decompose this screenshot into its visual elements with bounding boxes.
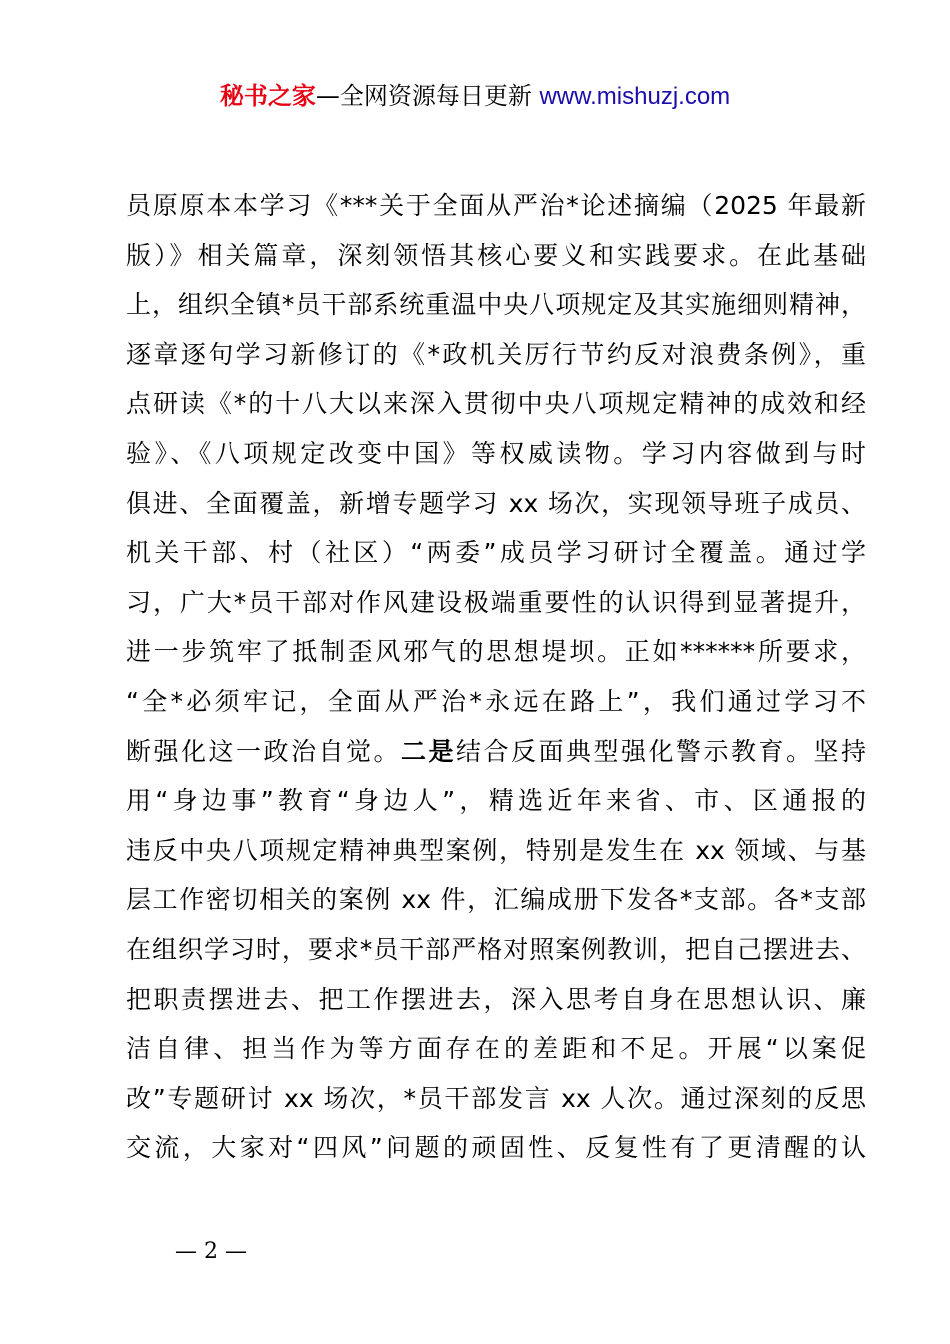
body-text-segment: 结合反面典型强化警示教育。坚持 [455,736,866,766]
body-line: 用“身边事”教育“身边人”，精选近年来省、市、区通报的 [126,786,866,816]
body-line: 验》、《八项规定改变中国》等权威读物。学习内容做到与时 [126,438,866,468]
body-line: 违反中央八项规定精神典型案例，特别是发生在 xx 领域、与基 [126,835,866,865]
body-line-with-emphasis [126,727,866,777]
body-line: 洁自律、担当作为等方面存在的差距和不足。开展“以案促 [126,1034,866,1064]
body-line: 俱进、全面覆盖，新增专题学习 xx 场次，实现领导班子成员、 [126,488,866,518]
body-line: 层工作密切相关的案例 xx 件，汇编成册下发各*支部。各*支部 [126,885,866,915]
body-line: 在组织学习时，要求*员干部严格对照案例教训，把自己摆进去、 [126,934,866,964]
body-line: 上，组织全镇*员干部系统重温中央八项规定及其实施细则精神， [126,290,866,320]
body-line: “全*必须牢记，全面从严治*永远在路上”，我们通过学习不 [126,686,866,716]
emphasis-second-point: 二是 [400,736,456,766]
body-line: 逐章逐句学习新修订的《*政机关厉行节约反对浪费条例》，重 [126,339,866,369]
body-line: 点研读《*的十八大以来深入贯彻中央八项规定精神的成效和经 [126,389,866,419]
header-tagline: —全网资源每日更新 [315,82,540,110]
site-link[interactable]: www.mishuzj.com [539,83,731,110]
brand-name: 秘书之家 [219,82,316,110]
page-number: — 2 — [175,1239,247,1264]
body-text-segment: 断强化这一政治自觉。 [126,736,401,766]
body-line: 进一步筑牢了抵制歪风邪气的思想堤坝。正如******所要求， [126,637,866,667]
body-line: 版）》相关篇章，深刻领悟其核心要义和实践要求。在此基础 [126,240,866,270]
body-line: 改”专题研讨 xx 场次，*员干部发言 xx 人次。通过深刻的反思 [126,1083,866,1113]
body-line: 交流，大家对“四风”问题的顽固性、反复性有了更清醒的认 [126,1133,866,1163]
body-line: 员原原本本学习《***关于全面从严治*论述摘编（2025 年最新 [126,191,866,220]
body-line: 机关干部、村（社区）“两委”成员学习研讨全覆盖。通过学 [126,538,866,568]
body-line: 把职责摆进去、把工作摆进去，深入思考自身在思想认识、廉 [126,984,866,1014]
document-body [126,181,866,1173]
body-line: 习，广大*员干部对作风建设极端重要性的认识得到显著提升， [126,587,866,617]
page-header [0,78,950,115]
